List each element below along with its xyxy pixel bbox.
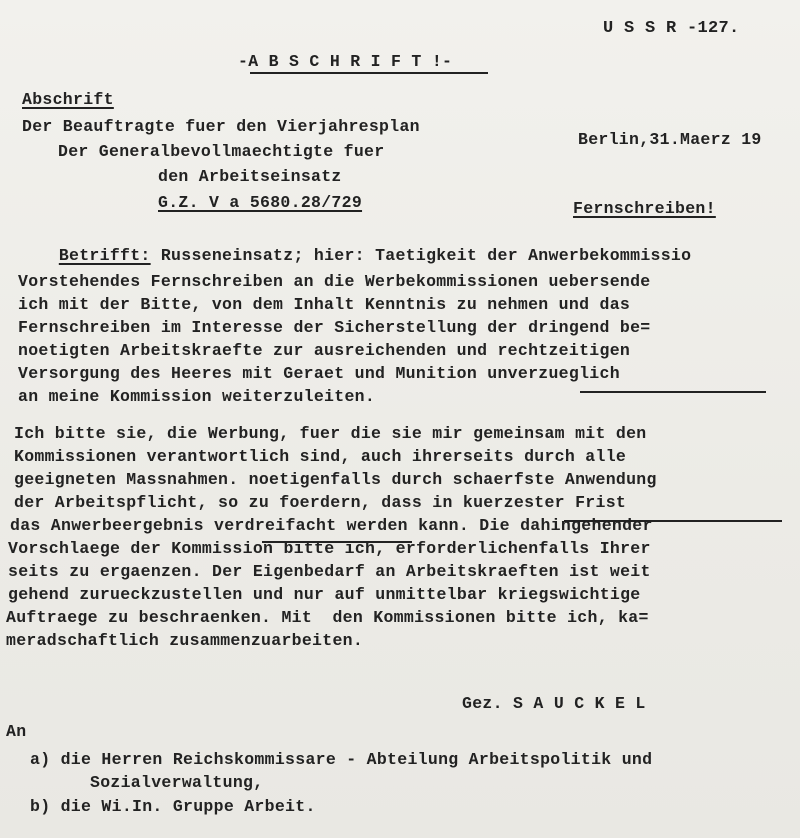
signature: Gez. S A U C K E L [462, 694, 646, 713]
recipients-label: An [6, 722, 27, 741]
paragraph-line: Ich bitte sie, die Werbung, fuer die sie mir gemeinsam mit den [14, 424, 647, 443]
paragraph-line: geeigneten Massnahmen. noetigenfalls durch schaerfste Anwendung [14, 470, 657, 489]
recipient-a-continued: Sozialverwaltung, [90, 773, 264, 792]
paragraph-line: Vorstehendes Fernschreiben an die Werbekommissionen uebersende [18, 272, 651, 291]
paragraph-line: ich mit der Bitte, von dem Inhalt Kenntnis zu nehmen und das [18, 295, 631, 314]
paragraph-line: Versorgung des Heeres mit Geraet und Munition unverzueglich [18, 364, 620, 383]
sender-line-1: Der Beauftragte fuer den Vierjahresplan [22, 117, 420, 136]
heading-underline [250, 72, 488, 74]
sender-line-3: den Arbeitseinsatz [158, 167, 342, 186]
unverzueglich-underline [580, 391, 766, 393]
document-heading: -A B S C H R I F T !- [238, 52, 453, 71]
paragraph-line: seits zu ergaenzen. Der Eigenbedarf an Arbeitskraeften ist weit [8, 562, 651, 581]
recipient-a: a) die Herren Reichskommissare - Abteilung Arbeitspolitik und [30, 750, 653, 769]
paragraph-line: der Arbeitspflicht, so zu foerdern, dass in kuerzester Frist [14, 493, 627, 512]
paragraph-line: Fernschreiben im Interesse der Sicherstellung der dringend be= [18, 318, 651, 337]
abschrift-label: Abschrift [22, 90, 114, 109]
paragraph-line: noetigten Arbeitskraefte zur ausreichenden und rechtzeitigen [18, 341, 631, 360]
paragraph-line: Auftraege zu beschraenken. Mit den Kommissionen bitte ich, ka= [6, 608, 649, 627]
telex-label: Fernschreiben! [573, 199, 716, 218]
paragraph-line: Vorschlaege der Kommission bitte ich, erforderlichenfalls Ihrer [8, 539, 651, 558]
paragraph-line: gehend zurueckzustellen und nur auf unmittelbar kriegswichtige [8, 585, 641, 604]
document-number: U S S R -127. [603, 19, 740, 38]
sender-line-2: Der Generalbevollmaechtigte fuer [58, 142, 385, 161]
paragraph-line: Kommissionen verantwortlich sind, auch ihrerseits durch alle [14, 447, 627, 466]
reference-number: G.Z. V a 5680.28/729 [158, 193, 363, 212]
subject-label: Betrifft: [58, 246, 151, 265]
place-date: Berlin,31.Maerz 19 [578, 130, 762, 149]
paragraph-line: meradschaftlich zusammenzuarbeiten. [6, 631, 364, 650]
subject-text: Russeneinsatz; hier: Taetigkeit der Anwerbekommissio [150, 246, 692, 265]
paragraph-line: an meine Kommission weiterzuleiten. [18, 387, 376, 406]
paragraph-line: das Anwerbeergebnis verdreifacht werden kann. Die dahingehender [10, 516, 653, 535]
recipient-b: b) die Wi.In. Gruppe Arbeit. [30, 797, 316, 816]
